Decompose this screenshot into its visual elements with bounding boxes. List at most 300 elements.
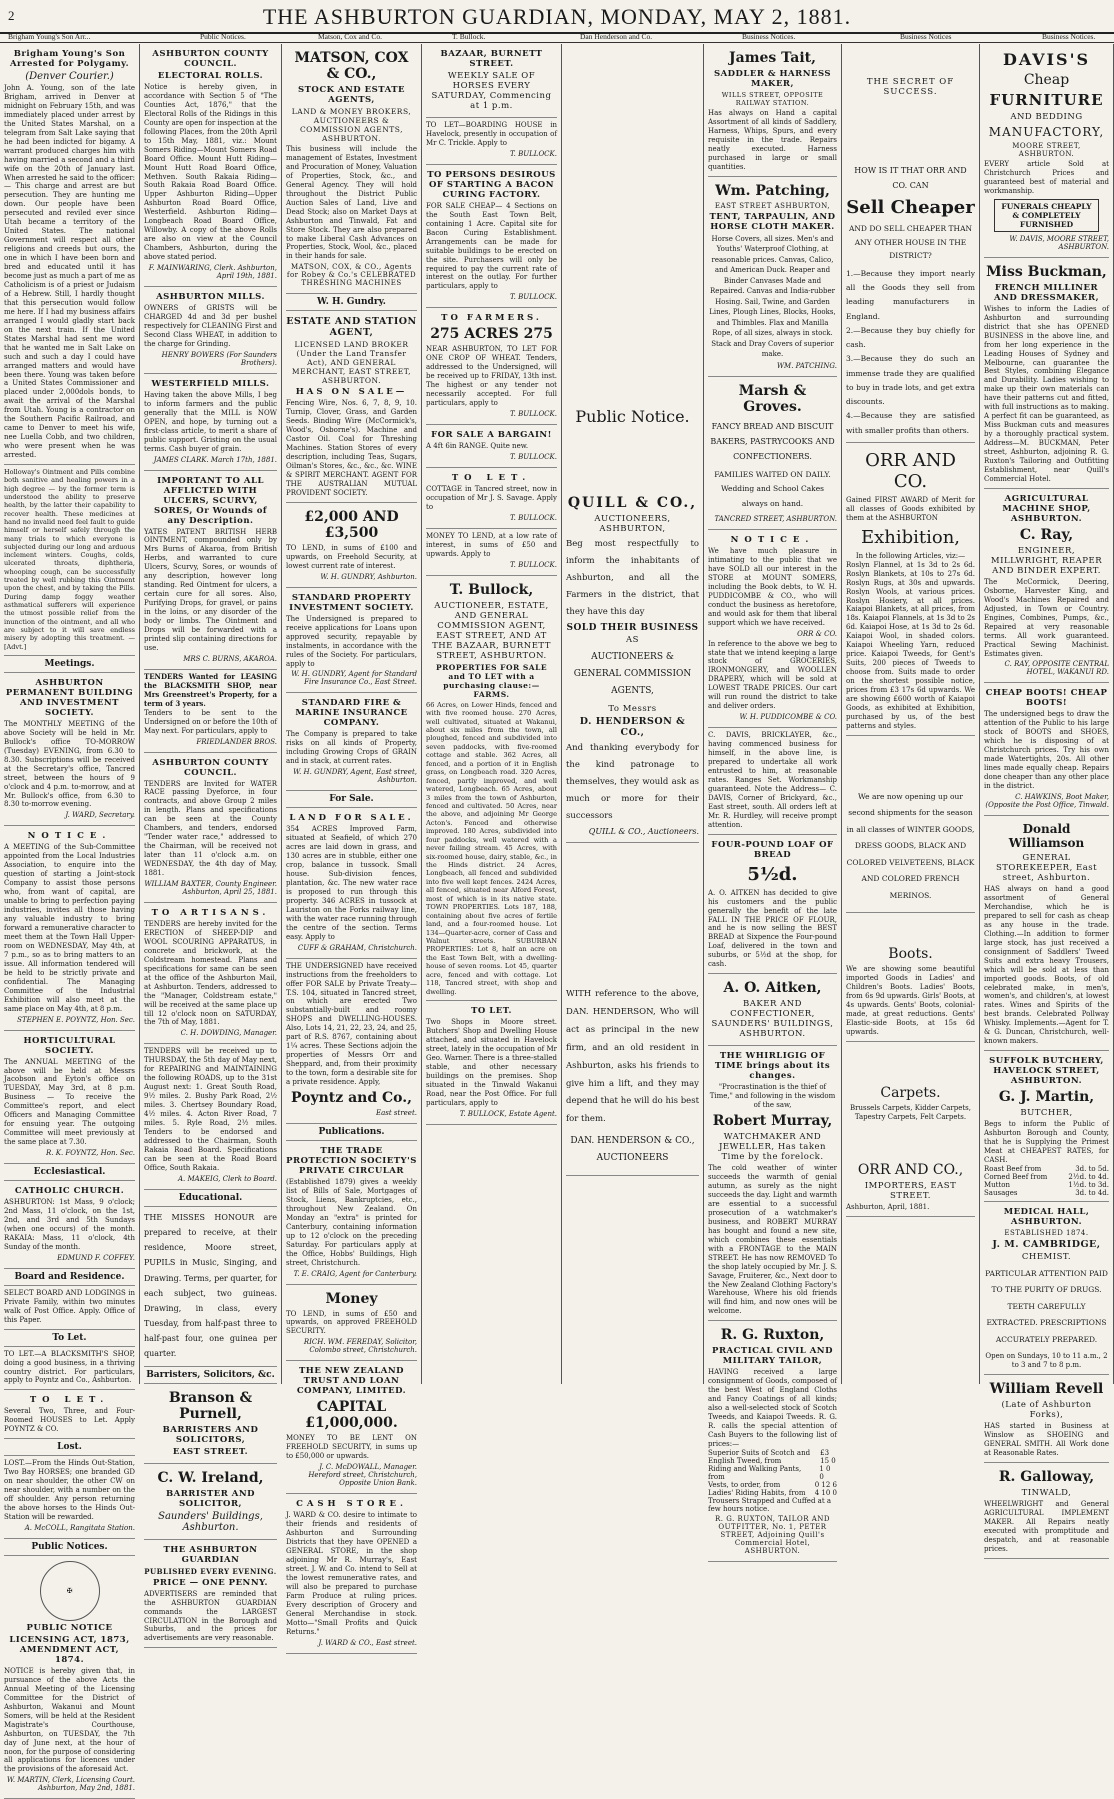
guardian-ad [144, 1540, 277, 1649]
funerals-box: FUNERALS CHEAPLY & COMPLETELY FURNISHED [994, 199, 1099, 232]
ad-signature: T. BULLOCK. [510, 293, 557, 302]
column-4 [422, 44, 562, 1384]
ad-title: R. G. Ruxton, [720, 1327, 825, 1344]
davis-bricklayer-ad: C. DAVIS, BRICKLAYER, &c., having commenced business for himself, in the above line, is prepared to undertake all work entrusted to him, at reasonable rates. Ranges Set. Workmanship guaranteed. Note the Address— C. DAVIS, Corner of Brickyard, &c., East street, south. All orders left at Mr. R. Hurdley, will receive prompt attention. [708, 728, 837, 834]
ad-title: Wm. Patching, [715, 182, 830, 199]
ad-signature: T. BULLOCK. [510, 453, 557, 462]
ad-signature: A. McCOLL, Rangitata Station. [24, 1523, 135, 1532]
ad-signature: WILLIAM BAXTER, County Engineer. Ashburton, April 25, 1881. [144, 880, 277, 896]
matson-cox-ad [286, 44, 417, 294]
ad-hours: Open on Sundays, 10 to 11 a.m., 2 to 3 and 7 to 8 p.m. [985, 1352, 1108, 1370]
ad-body: We are now opening up our second shipments for the season in all classes of WINTER GOODS, DRESS GOODS, BLACK AND COLORED VELVETEENS, BLACK AND COLORED FRENCH MERINOS. [846, 791, 975, 900]
ad-body: OWNERS of GRISTS will be CHARGED 4d and 3d per bushel respectively for CLEANING First and Second Class WHEAT, in addition to the charge for Grinding. [144, 304, 277, 348]
masthead [0, 0, 1114, 34]
money-to-lend-ad [426, 529, 557, 576]
ad-body: The MONTHLY MEETING of the above Society will be held in Mr. Bullock's office TO-MORROW (Tuesday) EVENING, from 6.30 to 8.30. Subscriptions will be received at the Secretary's office, Tancred street, between the hours of 9 o'clock and 4 p.m. to-morrow, and at Mr. Bullock's office, from 6.30 to 8.30 to-morrow evening. [4, 719, 135, 809]
price-item: Ladies' Riding Habits, from [708, 1488, 806, 1497]
ad-body: The ANNUAL MEETING of the above will be held at Messrs Jacobson and Eyton's office on TUESDAY, May 3rd, at 8 p.m. Business — To receive the Committee's report, and elect Officers and Managing Committee for ensuing year. The outgoing Committee will meet previously at the same place at 7.30. [4, 1057, 135, 1147]
ad-body: NOTICE is hereby given that, in pursuance of the above Acts the Annual Meeting of the Licensing Committee for the District of Ashburton, Wakanui and Mount Somers, will be held at the Resident Magistrate's Courthouse, Ashburton, on TUESDAY, the 7th day of June next, at the hour of noon, for the purpose of considering all applications for licences under the provisions of the aforesaid Act. [4, 1666, 135, 1774]
ad-signature: C. HAWKINS, Boot Maker, (Opposite the Post Office, Tinwald. [985, 793, 1109, 810]
ad-subtitle: BAKER AND CONFECTIONER, SAUNDERS' BUILDINGS, ASHBURTON. [711, 999, 834, 1040]
ad-title: FOR SALE A BARGAIN! [431, 430, 552, 441]
ad-body: HAS started in Business at Winslow as SHOEING and GENERAL SMITH. All Work done at Reasonable Rates. [984, 1422, 1109, 1458]
misses-honour-ad: THE MISSES HONOUR are prepared to receive, at their residence, Moore street, PUPILS in Music, Singing, and Drawing. Terms, per quarter, for each subject, two guineas. Drawing, in class, every Tuesday, from half-past three to half-past four, one guinea per quarter. [144, 1207, 277, 1367]
column-7 [842, 44, 980, 1384]
public-notice-heading: Public Notice. [575, 407, 690, 426]
ad-signature: W. H. GUNDRY, Agent, East street, Ashburton. [293, 768, 417, 785]
standard-investment-ad [286, 588, 417, 694]
section-meetings: Meetings. [4, 656, 135, 673]
ad-heading: THE WHIRLIGIG OF TIME brings about its changes. [714, 1051, 831, 1082]
price-item: Riding and Walking Pants, from [708, 1464, 802, 1481]
price-row [984, 1189, 1109, 1197]
ad-subtitle: PUBLISHED EVERY EVENING. [144, 1566, 277, 1576]
price-item: Roast Beef from [984, 1164, 1042, 1173]
column-8 [980, 44, 1114, 1553]
boarding-house-ad [426, 118, 557, 165]
ad-body: COTTAGE in Tancred street, now in occupation of Mr J. S. Savage. Apply to [426, 485, 557, 511]
blacksmith-ad: TO LET.—A BLACKSMITH'S SHOP, doing a good business, in a thriving country district. For particulars, apply to Poyntz and Co., Ashburton. [4, 1347, 135, 1391]
ad-sold: SOLD THEIR BUSINESS [566, 623, 699, 633]
ad-title: TO PERSONS DESIROUS OF STARTING A BACON CURING FACTORY. [427, 169, 556, 200]
ad-signature: WM. PATCHING. [776, 361, 837, 370]
ad-subtitle: LICENSED LAND BROKER (Under the Land Transfer Act), AND GENERAL MERCHANT, EAST STREET, ASHBURTON. [291, 340, 412, 386]
bacon-factory-ad [426, 165, 557, 309]
ad-body: A. O. AITKEN has decided to give his customers and the public generally the benefit of the late FALL IN THE PRICE OF FLOUR, and he is now selling the BEST BREAD at Sixpence the Four-pound Loaf, delivered in the town and suburbs, or 5½d at the shop, for cash. [708, 888, 837, 969]
ad-manufactory: MANUFACTORY, [988, 125, 1105, 139]
houses-to-let-ad [4, 1390, 135, 1439]
ad-signature: QUILL & CO., Auctioneers. [588, 827, 699, 837]
ad-body: LOST.—From the Hinds Out-Station, Two Bay HORSES; one branded GD on near shoulder, the other CW on near shoulder, with a number on the off shoulder. Any person returning the above horses to the Hinds Out-Station will be rewarded. [4, 1459, 135, 1521]
trade-protection-ad [286, 1141, 417, 1285]
ad-address: WILLS STREET, OPPOSITE RAILWAY STATION. [721, 91, 824, 107]
ad-signature: F. MAINWARING, Clerk. Ashburton, April 19th, 1881. [148, 264, 277, 281]
revell-ad [984, 1375, 1109, 1463]
ad-address: EAST STREET. [172, 1446, 249, 1457]
ad-title: Poyntz and Co., [291, 1090, 412, 1106]
ad-signature: DAN. HENDERSON & CO., AUCTIONEERS [570, 1136, 695, 1164]
article-source: (Denver Courier.) [25, 71, 114, 82]
price-row [984, 1165, 1109, 1173]
ad-subtitle: TENT, TARPAULIN, AND HORSE CLOTH MAKER. [709, 211, 836, 232]
ad-body: MONEY TO BE LENT ON FREEHOLD SECURITY, in sums up to £50,000 or upwards. [286, 1434, 417, 1461]
ad-signature: J. WARD, Secretary. [65, 811, 135, 820]
ad-title: LAND FOR SALE. [289, 813, 414, 824]
ad-title: THE TRADE PROTECTION SOCIETY'S PRIVATE CIRCULAR [286, 1146, 417, 1176]
shops-to-let-ad [426, 1001, 557, 1125]
ad-title: ASHBURTON MILLS. [156, 292, 265, 303]
ad-title: THE NEW ZEALAND TRUST AND LOAN COMPANY, LIMITED. [296, 1366, 407, 1397]
ad-body: HAS always on hand a good assortment of General Merchandise, which he is prepared to sell for cash as cheap as any house in the trade. Clothing.—In addition to former large stock, has just received a consignment of Saddlers' Tweed Suits and extra heavy Trousers, which will be sold at less than imported goods. Boots, of old celebrated make, in men's, women's, and children's, at lowest rates. Wines and Spirits of the best brands. Celebrated Pollway Whisky. Implements.—Agent for T. & G. Duncan, Christchurch, well-known makers. [984, 885, 1109, 1046]
ad-signature: T. BULLOCK. [510, 410, 557, 419]
ad-signature: C. H. DOWDING, Manager. [180, 1029, 277, 1038]
subhead-1: Brigham Young's Son Arr... [8, 32, 91, 41]
reason-2: 2.—Because they buy chiefly for cash. [846, 325, 975, 350]
ad-body: The McCormick, Deering, Osborne, Harvester King, and Wood's Machines Repaired and Adjusted, in Town or Country. Engines, Combines, Pumps, &c., Repaired at very reasonable terms. All work guaranteed. Practical Sewing Machinist. Estimates given. [984, 577, 1109, 658]
ad-signature: East street. [376, 1109, 417, 1117]
ad-body: Several Two, Three, and Four-Roomed HOUSES to Let. Apply POYNTZ & CO. [4, 1407, 135, 1434]
ad-signature: STEPHEN E. POYNTZ, Hon. Sec. [17, 1015, 135, 1024]
subhead-4: T. Bullock. [452, 32, 486, 41]
cash-store-ad [286, 1494, 417, 1653]
price-value: 2½d. to 4d. [1068, 1172, 1109, 1181]
spacer [566, 843, 699, 983]
ad-body: WITH reference to the above, DAN. HENDERSON, Who will act as principal in the new firm, and an old resident in Ashburton, asks his friends to give him a lift, and they may depend that he will do his best for them. [566, 989, 699, 1125]
galloway-ad [984, 1463, 1109, 1559]
poyntz-ad [286, 959, 417, 1124]
spacer [566, 44, 699, 404]
ad-body: Tenders to be sent to the Undersigned on or before the 10th of May next. For particulars, apply to [144, 708, 277, 735]
ad-signature-2: W. H. PUDDICOMBE & CO. [739, 713, 837, 722]
ad-body: A 4ft 6in RANGE. Quite new. [426, 442, 529, 451]
ad-subtitle: LICENSING ACT, 1873, AMENDMENT ACT, 1874. [9, 1634, 130, 1665]
ad-subtitle: WEEKLY SALE OF HORSES EVERY SATURDAY, Commencing at 1 p.m. [431, 71, 552, 111]
ad-as: AS [626, 635, 639, 645]
ad-body: MONEY TO LEND, at a low rate of interest, in sums of £50 and upwards. Apply to [426, 531, 557, 558]
brigham-article [4, 44, 135, 465]
licensing-ad [4, 1556, 135, 1799]
ad-title: PUBLIC NOTICE [26, 1622, 113, 1633]
artisans-ad [144, 903, 277, 1044]
ad-title: Boots. [888, 946, 933, 963]
ad-title: TO ARTISANS. [151, 908, 270, 918]
price-item: Sausages [984, 1188, 1018, 1197]
ad-firm: ORR AND CO., [857, 1161, 964, 1178]
orr-notice-ad [708, 530, 837, 728]
quill-ad [566, 489, 699, 843]
subhead-5: Dan Henderson and Co. [580, 32, 653, 41]
price-item: Superior Suits of Scotch and English Tweed, from [708, 1448, 811, 1465]
ad-signature: T. E. CRAIG, Agent for Canterbury. [293, 1269, 417, 1278]
williamson-ad [984, 816, 1109, 1051]
hawkins-boots-ad [984, 683, 1109, 816]
subhead-3: Matson, Cox and Co. [318, 32, 382, 41]
ad-quote: "Procrastination is the thief of Time," and following in the wisdom of the saw, [709, 1083, 836, 1110]
ad-body: The cold weather of winter succeeds the warmth of genial autumn, as surely as the night succeeds the day. Light and warmth are essential to a successful prosecution of a watchmaker's business, and ROBERT MURRAY has bought and found a new site, which combines these essentials with a FRONTAGE to the MAIN STREET. He has now REMOVED To the shop lately occupied by Mr. J. S. Savage, Fruiterer, &c., Next door to the New Zealand Clothing Factory's Warehouse, Where his old friends will find him, and now ones will be welcome. [708, 1164, 837, 1316]
orr-shipments-ad [846, 736, 975, 914]
ad-body: Beg most respectfully to inform the inhabitants of Ashburton, and all the Farmers in the district, that they have this day [566, 539, 699, 617]
ad-signature: ORR & CO. [797, 629, 837, 638]
ad-body: We have much pleasure in intimating to the public that we have SOLD all our interest in the STORE at MOUNT SOMERS, including the Book debts, to W. H. PUDDICOMBE & CO., who will conduct the business as heretofore, and would ask for them that liberal support which we have received. [708, 546, 837, 627]
dan-henderson-ad [566, 983, 699, 1176]
ad-subtitle: FRENCH MILLINER AND DRESSMAKER, [993, 282, 1100, 303]
ad-title: ASHBURTON COUNTY COUNCIL. [152, 49, 269, 69]
nz-trust-ad [286, 1361, 417, 1494]
article-title: Brigham Young's Son Arrested for Polygamy. [9, 49, 130, 69]
ad-title: BAZAAR, BURNETT STREET. [440, 49, 543, 69]
ad-signature: A. MAKEIG, Clerk to Board. [177, 1174, 277, 1183]
ad-body: ADVERTISERS are reminded that the ASHBURTON GUARDIAN commands the LARGEST CIRCULATION in the Borough and Suburbs, and the prices for advertisements are very reasonable. [144, 1589, 277, 1643]
ad-heading: AGRICULTURAL MACHINE SHOP, ASHBURTON. [1002, 493, 1091, 524]
ad-award: Gained FIRST AWARD of Merit for all classes of Goods exhibited by them at the ASHBURTON [846, 495, 975, 522]
ad-body: This business will include the management of Estates, Investment and Procuration of Money, Valuation of Properties, Stock, &c., and General Agency. They will hold throughout the District Public Auction Sales of Land, Live and Dead Stock; also on Market Days at Ashburton and Tinwald, Fat and Store Stock. They are also prepared to make Liberal Cash Advances on Properties, Stock, Wool, &c., placed in their hands for sale. [286, 145, 417, 261]
ireland-ad [144, 1464, 277, 1540]
ad-subtitle: ELECTORAL ROLLS. [157, 71, 264, 81]
price-row [708, 1481, 837, 1489]
price-row [708, 1465, 837, 1481]
ad-signature: W. H. GUNDRY, Agent for Standard Fire Insurance Co., East Street. [291, 670, 417, 687]
blacksmith-lease-ad [144, 670, 277, 753]
ad-question: HOW IS IT THAT ORR AND CO. CAN [854, 166, 967, 191]
ad-title: T. Bullock, [449, 581, 534, 598]
ad-signature: W. H. GUNDRY, Ashburton. [320, 572, 417, 581]
ad-title: IMPORTANT TO ALL AFFLICTED WITH ULCERS, SCURVY, SORES, Or Wounds of any Description. [153, 475, 268, 526]
ad-title: £2,000 AND £3,500 [304, 508, 399, 541]
column-6 [704, 44, 842, 1555]
ad-title: ASHBURTON COUNTY COUNCIL. [152, 757, 269, 778]
bread-ad [708, 835, 837, 975]
section-lost: Lost. [4, 1439, 135, 1456]
ad-subtitle: BUTCHER, [1020, 1108, 1073, 1119]
ad-subtitle: AUCTIONEERS, ASHBURTON, [594, 514, 671, 534]
ad-body: We are showing some beautiful imported Goods in Ladies' and Children's Boots. Ladies' Boots, from 6s 9d upwards. Girls' Boots, at 4s upwards. Gents' Boots, colonial-made, at great reductions. Gents' Elastic-side Boots, at 15s 6d upwards. [846, 965, 975, 1036]
ad-title: Sell Cheaper [846, 197, 975, 219]
ad-body: WHEELWRIGHT and General AGRICULTURAL IMPLEMENT MAKER. All Repairs neatly executed with promptitude and despatch, and at reasonable prices. [984, 1500, 1109, 1553]
price-item: Corned Beef from [984, 1172, 1048, 1181]
ad-body: A MEETING of the Sub-Committee appointed from the Local Industries Association, to enquire into the question of starting a Joint-stock Company to assist those persons who, from want of capital, are unable to bring to perfection paying industries, invites all those having any valuable industry to bring forward a remunerative character to meet them at the Town Hall Upper-room on WEDNESDAY, May 4th, at 7 p.m., so as to bring matters to an issue. All information tendered will be held to be strictly private and confidential. The Managing Committee of the Industrial Exhibition will also meet at the same place on May 4th, at 8 p.m. [4, 843, 135, 1013]
ad-title: STANDARD FIRE & MARINE INSURANCE COMPANY. [295, 698, 408, 729]
ad-body: J. WARD & CO. desire to intimate to their friends and residents of Ashburton and Surrounding Districts that they have OPENED a GENERAL STORE, in the shop adjoining Mr R. Murray's, East street. J. W. and Co. intend to Sell at the lowest remunerative rates, and will also be prepared to purchase Farm Produce at ruling prices. Every description of Grocery and General Merchandise in stock. Motto—"Small Profits and Quick Returns." [286, 1511, 417, 1636]
ad-signature: T. BULLOCK, Estate Agent. [459, 1109, 557, 1118]
ad-role: AUCTIONEERS & GENERAL COMMISSION AGENTS, [573, 652, 692, 697]
ad-signature: W. MARTIN, Clerk, Licensing Court. Ashburton, May 2nd, 1881. [6, 1776, 135, 1793]
ad-body: TENDERS will be received up to THURSDAY, the 5th day of May next, for REPAIRING and MAINTAINING the following ROADS, up to the 31st August next: 1. Great South Road, 9½ miles. 2. Bushy Park Road, 2½ miles. 3. Chertsey Boundary Road, 4½ miles. 4. Acton River Road, 7 miles. 5. Ryle Road, 2½ miles. Tenders to be endorsed and addressed to the Chairman, South Rakaia Road Board. Specifications can be seen at the Road Board Office, South Rakaia. [144, 1047, 277, 1172]
ad-title: FOUR-POUND LOAF OF BREAD [711, 839, 834, 860]
column-5 [562, 44, 704, 1384]
ad-body: Wishes to inform the Ladies of Ashburton and surrounding district that she has OPENED BUSINESS in the above line, and from her long experience in the Leading Houses of Sydney and Melbourne, can guarantee the Best Styles, combining Elegance and Durability. Ladies wishing to make up their own materials can have their patterns cut and fitted, with full instructions as to making. A perfect fit can be guaranteed, as Miss Buckman cuts and measures by a thoroughly practical system. Address—M. BUCKMAN, Peter street, Ashburton, adjoining R. G. Ruxton's Tailoring and Outfitting Establishment, near Quill's Commercial Hotel. [984, 304, 1109, 483]
ad-body: 354 ACRES Improved Farm, situated at Seafield, of which 270 acres are laid down in grass, and 130 acres are in stubble, either one crop, balance in tussock. Small house. Sub-division fences, plantation, &c. The new water race is proposed to run through this property. 346 ACRES in tussock at Lauriston on the Forks railway line, with the water race running through the centre of the section. Terms easy. Apply to [286, 825, 417, 941]
ad-title: TO LET. [471, 1006, 512, 1017]
notice-ad [4, 826, 135, 1030]
ad-address: TANCRED STREET, ASHBURTON. [714, 514, 837, 523]
ad-body: EVERY article Sold at Christchurch Prices and guaranteed best of material and workmanship. [984, 160, 1109, 195]
ad-body: HAVING received a large consignment of Goods, composed of the best West of England Cloths and Fancy Coatings of all kinds; also a well-selected stock of Scotch Tweeds, and Kaiapoi Tweeds. R. G. R. calls the special attention of Cash Buyers to the following list of prices:— [708, 1368, 837, 1448]
board-ad: SELECT BOARD AND LODGINGS in Private Family, within two minutes walk of Post Office. Apply. Office of this Paper. [4, 1286, 135, 1330]
ad-title: THE ASHBURTON GUARDIAN [163, 1544, 258, 1565]
price-row [984, 1181, 1109, 1189]
orr-exhibition-ad [846, 443, 975, 736]
ad-address: EAST STREET ASHBURTON, [714, 201, 831, 210]
ad-subtitle: AND DO SELL CHEAPER THAN ANY OTHER HOUSE IN THE DISTRICT? [848, 224, 973, 261]
fereday-money-ad [286, 1285, 417, 1362]
ad-title: William Revell [989, 1381, 1104, 1398]
price-value: 3d. to 5d. [1075, 1164, 1109, 1173]
ad-title: G. J. Martin, [998, 1089, 1095, 1106]
ad-address: IMPORTERS, EAST STREET. [864, 1180, 957, 1201]
ruxton-price-list [708, 1449, 837, 1513]
properties-list: 66 Acres, on Lower Hinds, fenced and with five roomed house. 270 Acres, well cultivated, situated at Wakanui, about six miles from the town, all ploughed, fenced and subdivided into seven paddocks, with five-roomed cottage and stable. 362 Acres, all fenced, and a portion of it in English grass, on Longbeach road. 320 Acres, fenced, partly improved, and well watered, Longbeach. 65 Acres, about 3 miles from the town of Ashburton, fenced and cultivated. 50 Acres, near the above, and adjoining Mr George Acton's. Fenced and otherwise improved. 180 Acres, subdivided into four paddocks, well watered with a never failing stream. 45 Acres, with six-roomed house, dairy, stable, &c., in the Hinds district. 24 Acres, Longbeach, all fenced and subdivided into five well kept fences. 2424 Acres, all fenced, situated near Alford Forest, most of which is in its native state. TOWN PROPERTIES. Lots 187, 188, containing about five acres of fertile land, and a four-roomed house. Lot 134—Quarter-acre, corner of Cass and Walnut streets. SUBURBAN PROPERTIES: Lot 8, half an acre on the East Town Belt, with a dwelling-house of seven rooms. Lot 45, quarter acre, fenced and with cottage. Lot 118, Tancred street, with shop and dwelling. [426, 700, 557, 996]
newspaper-title: THE ASHBURTON GUARDIAN, MONDAY, MAY 2, 1881. [262, 4, 852, 29]
ad-subtitle: ENGINEER, MILLWRIGHT, REAPER AND BINDER EXPERT. [990, 545, 1103, 576]
ad-signature: T. BULLOCK. [510, 560, 557, 569]
ad-body: Brussels Carpets, Kidder Carpets, Tapestry Carpets, Felt Carpets. [849, 1103, 971, 1121]
ad-address: Saunders' Buildings, Ashburton. [158, 1510, 263, 1533]
ad-bedding: AND BEDDING [1010, 112, 1083, 122]
ad-signature: J. WARD & CO., East street. [318, 1638, 417, 1647]
ashburton-mills-ad [144, 287, 277, 374]
orr-carpets-ad [846, 1042, 975, 1217]
ad-subtitle: FANCY BREAD AND BISCUIT BAKERS, PASTRYCOOKS AND CONFECTIONERS. [710, 421, 835, 462]
water-race-tender-ad [144, 753, 277, 903]
ad-subtitle: BARRISTERS AND SOLICITORS, [162, 1424, 259, 1445]
bullock-ad [426, 576, 557, 1001]
ad-body: Horse Covers, all sizes. Men's and Youths' Waterproof Clothing, at reasonable prices. Canvas, Calico, and American Duck. Reaper and Binder Canvases Made and Repaired. Canvas and India-rubber Hosing. Sail, Twine, and Garden Lines, Plough Lines, Blocks, Hooks, and Thimbles. Flax and Manilla Rope, of all sizes, always in stock. Stack and Dray Covers of superior make. [709, 234, 836, 359]
subhead-7: Business Notices [900, 32, 952, 41]
ad-date: Ashburton, April, 1881. [846, 1202, 930, 1211]
medical-hall-ad [984, 1202, 1109, 1375]
ad-title: TENDERS Wanted for LEASING the BLACKSMITH SHOP, near Mrs Greenstreet's Property, for a term of 3 years. [144, 671, 277, 708]
standard-fire-ad [286, 693, 417, 791]
orr-success-ad [846, 44, 975, 443]
ad-title: NOTICE. [27, 831, 112, 842]
ad-body: Two Shops in Moore street. Butchers' Shop and Dwelling House attached, and situated in Havelock street, lately in the occupation of Mr Geo. Warner. There is a three-stalled stable, and other necessary buildings on the premises. Shop situated in the Tinwald Wakanui Road, near the Post Office. For full particulars, apply to [426, 1018, 557, 1107]
price-row [708, 1489, 837, 1497]
ad-body: Notice is hereby given, in accordance with Section 5 of "The Counties Act, 1876," that the Electoral Rolls of the Ridings in this County are open for inspection at the following Places, from the 20th April to 15th May, 1881, viz.: Mount Somers Riding—Mount Somers Road Board Office. Mount Hutt Riding—Mount Hutt Road Board Office, Methven. South Rakaia Riding—South Rakaia Road Board Office. Upper Ashburton Riding—Upper Ashburton Road Board Office, Westerfield. Ashburton Riding—Longbeach Road Board Office, Willowby. A copy of the above Rolls are also on view at the Council Chambers, Ashburton, during the above stated period. [144, 83, 277, 262]
section-publications: Publications. [286, 1124, 417, 1141]
land-sale-ad [286, 808, 417, 958]
ad-title: Money [325, 1290, 378, 1307]
ad-title: TO LET. [451, 473, 532, 484]
branson-purnell-ad [144, 1384, 277, 1464]
ad-body: The Undersigned is prepared to receive applications for Loans upon approved security, repayable by instalments, in accordance with the rules of the Society. For particulars, apply to [286, 614, 417, 668]
ad-signature: MRS C. BURNS, AKAROA. [183, 654, 277, 663]
ad-subtitle: GENERAL STOREKEEPER, East street, Ashburton. [995, 853, 1098, 884]
ad-successor: D. HENDERSON & CO., [579, 716, 686, 739]
ad-signature: MATSON, COX, & CO., Agents for Robey & Co.'s CELEBRATED THRESHING MACHINES [286, 263, 417, 288]
bazaar-ad [426, 44, 557, 118]
section-to-let: To Let. [4, 1330, 135, 1347]
price-value: £3 15 0 [820, 1448, 836, 1465]
subhead-2: Public Notices. [200, 32, 246, 41]
royal-arms-seal: ✠ [40, 1561, 100, 1621]
ad-title: Donald Williamson [1008, 822, 1085, 851]
ad-title: James Tait, [729, 50, 816, 66]
ad-title: C. Ray, [1019, 526, 1074, 543]
spacer [846, 99, 975, 159]
buckman-ad [984, 258, 1109, 489]
aitken-ad [708, 974, 837, 1046]
ad-subtitle-2: LAND & MONEY BROKERS, AUCTIONEERS & COMMISSION AGENTS, ASHBURTON. [291, 107, 412, 143]
column-3 [282, 44, 422, 1647]
ad-subtitle: AUCTIONEER, ESTATE, AND GENERAL COMMISSION AGENT, EAST STREET, AND AT THE BAZAAR, BURNETT STREET, ASHBURTON. [432, 600, 551, 661]
ad-signature: JAMES CLARK. March 17th, 1881. [153, 455, 277, 464]
ad-signature: R. K. FOYNTZ, Hon. Sec. [46, 1149, 135, 1158]
price-row [984, 1173, 1109, 1181]
column-2 [140, 44, 282, 1643]
ad-title: TO LET. [29, 1395, 110, 1406]
ad-title: ASHBURTON PERMANENT BUILDING AND INVESTMENT SOCIETY. [5, 677, 134, 718]
meat-price-list [984, 1165, 1109, 1197]
ad-body: TO LEND, in sums of £100 and upwards, on Freehold Security, at lowest current rate of interest. [286, 543, 417, 570]
ad-body: Fencing Wire, Nos. 6, 7, 8, 9, 10. Turnip, Clover, Grass, and Garden Seeds. Binding Wire (McCormick's, Wood's, Osborne's). Machine and Castor Oil. Coal for Threshing Machines. Station Stores of every description, including Teas, Sugars, Oilman's Stores, &c., &c., &c. WINE & SPIRIT MERCHANT. AGENT FOR THE AUSTRALIAN MUTUAL PROVIDENT SOCIETY. [286, 399, 417, 497]
james-tait-ad [708, 44, 837, 177]
subhead-8: Business Notices. [1042, 32, 1096, 41]
westerfield-mills-ad [144, 374, 277, 471]
ray-ad [984, 489, 1109, 684]
ad-heading: MEDICAL HALL, ASHBURTON. [1003, 1206, 1090, 1227]
ad-thanks: And thanking everybody for the kind patronage to themselves, they would ask as much or more for their successors [566, 743, 699, 822]
ad-signature: W. DAVIS, MOORE STREET, ASHBURTON. [1009, 234, 1109, 251]
ad-signature: CUFF & GRAHAM, Christchurch. [297, 943, 417, 952]
ad-heading: THE SECRET OF SUCCESS. [866, 77, 955, 97]
ad-signature: C. RAY, OPPOSITE CENTRAL HOTEL, WAKANUI RD. [1004, 660, 1109, 677]
holloway-ad: Holloway's Ointment and Pills combine both sanitive and healing powers in a high degree — by the former term is understood the ability to preserve health, by the latter their capability to recover health. These medicines at hand no invalid need feel fault to guide himself or herself safely through the many trials to which everyone is subjected during our long and arduous inclement winters. Coughs, colds, ulcerated throats, diphtheria, whooping cough, can be successfully treated by well rubbing this Ointment upon the chest, and by taking the Pills. During damp foggy weather asthmatical sufferers will experience the utmost possible relief from the inunction of the ointment, and all who are subject to it will save endless misery by adopting this treatment. — [Advt.] [4, 465, 135, 656]
ad-signature: EDMUND F. COFFEY. [57, 1253, 135, 1262]
ad-title: Branson & Purnell, [168, 1389, 253, 1422]
ad-body: Having taken the above Mills, I beg to inform farmers and the public generally that the MILL is NOW OPEN, and hope, by turning out a first-class article, to merit a share of public support. Gristing on the usual terms. Cash buyer of grain. [144, 390, 277, 453]
ad-body: FAMILIES WAITED ON DAILY. Wedding and School Cakes always on hand. [714, 470, 831, 508]
building-society-ad [4, 673, 135, 827]
section-for-sale: For Sale. [286, 791, 417, 808]
articles-list: Roslyn Flannel, at 1s 3d to 2s 6d. Roslyn Blankets, at 10s to 27s 6d. Roslyn Rugs, at 30s and upwards. Roslyn Wools, at various prices. Roslyn Hosiery, at all prices. Kaiapoi Blankets, at all prices, from 18s. Kaiapoi Flannels, at 1s 3d to 2s 6d. Kaiapoi Hose, at 1s 3d to 2s 6d. Kaiapoi Wool, in shaded colors. Kaiapoi Wheeling Yarn, reduced price. Kaiapoi Tweeds, for Gent's Suits, 200 pieces of Tweeds to choose from. Suits made to order on the shortest possible notice, prices from £3 17s 6d upwards. We are showing £600 worth of Kaiapoi Goods, as exhibited at Exhibition, purchased by us, of the best patterns and styles. [846, 560, 975, 730]
ad-signature: HENRY BOWERS (For Saunders Brothers). [161, 350, 277, 367]
reason-3: 3.—Because they do such an immense trade they are qualified to buy in trade lots, and get extra discounts. [846, 354, 975, 407]
ad-capital: CAPITAL £1,000,000. [305, 1399, 398, 1432]
ad-body: FOR SALE CHEAP— 4 Sections on the South East Town Belt, containing 1 Acre. Capital site for Bacon Curing Establishment. Arrangements can be made for suitable buildings to be erected on the site. Purchasers will only be required to pay the current rate of interest on the outlay. For further particulars, apply to [426, 201, 557, 291]
bread-price: 5½d. [747, 863, 798, 885]
patching-ad [708, 177, 837, 377]
ad-title: HORTICULTURAL SOCIETY. [23, 1035, 116, 1056]
ad-price: PRICE — ONE PENNY. [152, 1577, 269, 1588]
horticultural-ad [4, 1031, 135, 1165]
ad-title: Carpets. [880, 1084, 941, 1101]
column-subheads [0, 32, 1114, 43]
ad-title: CHEAP BOOTS! CHEAP BOOTS! [985, 688, 1108, 709]
ad-title: C. W. Ireland, [157, 1469, 264, 1486]
ad-cheap: Cheap [1023, 72, 1070, 88]
ad-body: TENDERS are Invited for WATER RACE passing Dyeforce, in four contracts, and above Group 2 miles in length. Plans and specifications can be seen at the County Chambers, and tenders, endorsed "Tender water race," addressed to the Chairman, will be received not later than 11 o'clock a.m. on WEDNESDAY, the 4th day of May, 1881. [144, 779, 277, 878]
section-educational: Educational. [144, 1190, 277, 1207]
ad-subtitle: STOCK AND ESTATE AGENTS, [297, 85, 406, 105]
ad-body: ASHBURTON: 1st Mass, 9 o'clock; 2nd Mass, 11 o'clock, on the 1st, 2nd, and 3rd and 5th Sundays (when one occurs) of the month. RAKAIA: Mass, 11 o'clock, 4th Sunday of the month. [4, 1198, 135, 1251]
catholic-church-ad [4, 1181, 135, 1269]
lost-horses-ad [4, 1456, 135, 1539]
ad-body: PARTICULAR ATTENTION PAID TO THE PURITY OF DRUGS. TEETH CAREFULLY EXTRACTED. PRESCRIPTIONS ACCURATELY PREPARED. [985, 1268, 1108, 1344]
martin-butcher-ad [984, 1051, 1109, 1202]
section-public-notices: Public Notices. [4, 1539, 135, 1556]
gundry-money-ad [286, 503, 417, 588]
ad-address: MOORE STREET, ASHBURTON. [1012, 142, 1081, 158]
ad-title: NOTICE. [730, 534, 815, 545]
ad-title: A. O. Aitken, [723, 980, 822, 997]
subhead-6: Business Notices. [742, 32, 796, 41]
county-rolls-ad [144, 44, 277, 287]
price-row [708, 1449, 837, 1465]
reason-4: 4.—Because they are satisfied with smaller profits than others. [846, 411, 975, 435]
ad-signature: RICH. WM. FEREDAY, Solicitor, Colombo street, Christchurch. [303, 1338, 417, 1355]
section-ecclesiastical: Ecclesiastical. [4, 1164, 135, 1181]
spacer [566, 429, 699, 489]
ad-body-2: In reference to the above we beg to state that we intend keeping a large stock of GROCERIES, IRONMONGERY, and WOOLLEN DRAPERY, which will be sold at LOWEST TRADE PRICES. Our cart will run round the district to take and deliver orders. [708, 639, 837, 711]
ad-body: The Company is prepared to take risks on all kinds of Property, including Growing Crops of GRAIN and in stack, at current rates. [286, 730, 417, 766]
price-value: 1½d. to 3d. [1068, 1180, 1109, 1189]
ad-established: ESTABLISHED 1874. [1004, 1228, 1089, 1237]
ad-title: Miss Buckman, [986, 263, 1107, 280]
cottage-to-let-ad [426, 468, 557, 529]
ad-acres: 275 ACRES 275 [430, 326, 553, 343]
ad-furniture: FURNITURE [989, 91, 1104, 109]
ad-heading: SUFFOLK BUTCHERY, HAVELOCK STREET, ASHBURTON. [989, 1056, 1104, 1087]
price-item: Vests, to order, from [708, 1480, 781, 1489]
column-1 [0, 44, 140, 1793]
ad-title: MATSON, COX & CO., [294, 50, 409, 82]
ad-title: STANDARD PROPERTY INVESTMENT SOCIETY. [289, 592, 414, 613]
ad-body: THE UNDERSIGNED have received instructions from the freeholders to offer FOR SALE by Private Treaty— T.S. 104, situated in Tancred street, on which are erected Two substantially-built and roomy SHOPS and DWELLING-HOUSES. Also, Lots 14, 21, 22, 23, 24, and 25, part of R.S. 8767, containing about 1¼ acres. These Sections adjoin the properties of Messrs Orr and Sheppard, and, from their proximity to the town, form a desirable site for a private residence. Apply, [286, 961, 417, 1087]
ad-title: Exhibition, [860, 526, 961, 548]
article-body: John A. Young, son of the late Brigham, arrived in Denver at midnight on February 15th, and was immediately placed under arrest by the United States Marshal, on a telegram from Salt Lake saying that he had been indicted for bigamy. A warrant produced charges him with having married a second and a third wife on the 20th of January last. When arrested he said to the officer: — This charge and arrest are but persecution. They are hunting me down. Our people have been persecuted and reviled ever since Utah became a territory of the United States. The national Government will respect all other religions and creeds but ours, the one in which I have been born and bred and educated until it has become just as much a part of me as Catholicism is of a priest or Judaism of a Hebrew. Still, I hardly thought that this persecution would follow me here. If I had my business affairs arranged I would gladly start back on the next train. If the United States Marshal had sent me word that he wanted me in Salt Lake on such and such a day I could have arranged matters and would have been there. Young was taken before a United States Commissioner and placed under 2,000dols bonds, to await the arrival of the Marshal from Utah. Young is a contractor on the Southern Pacific Railroad, and came to Denver to meet his wife, nee Luella Cobb, and two children, who were present when he was arrested. [4, 84, 135, 460]
farmers-ad [426, 308, 557, 425]
ad-body: The undersigned begs to draw the attention of the Public to his large stock of BOOTS and SHOES, which he is disposing of at Christchurch prices. Try his own made Watertights, 20s. All other lines made equally cheap. Repairs done cheaper than any other place in the district. [984, 710, 1109, 791]
